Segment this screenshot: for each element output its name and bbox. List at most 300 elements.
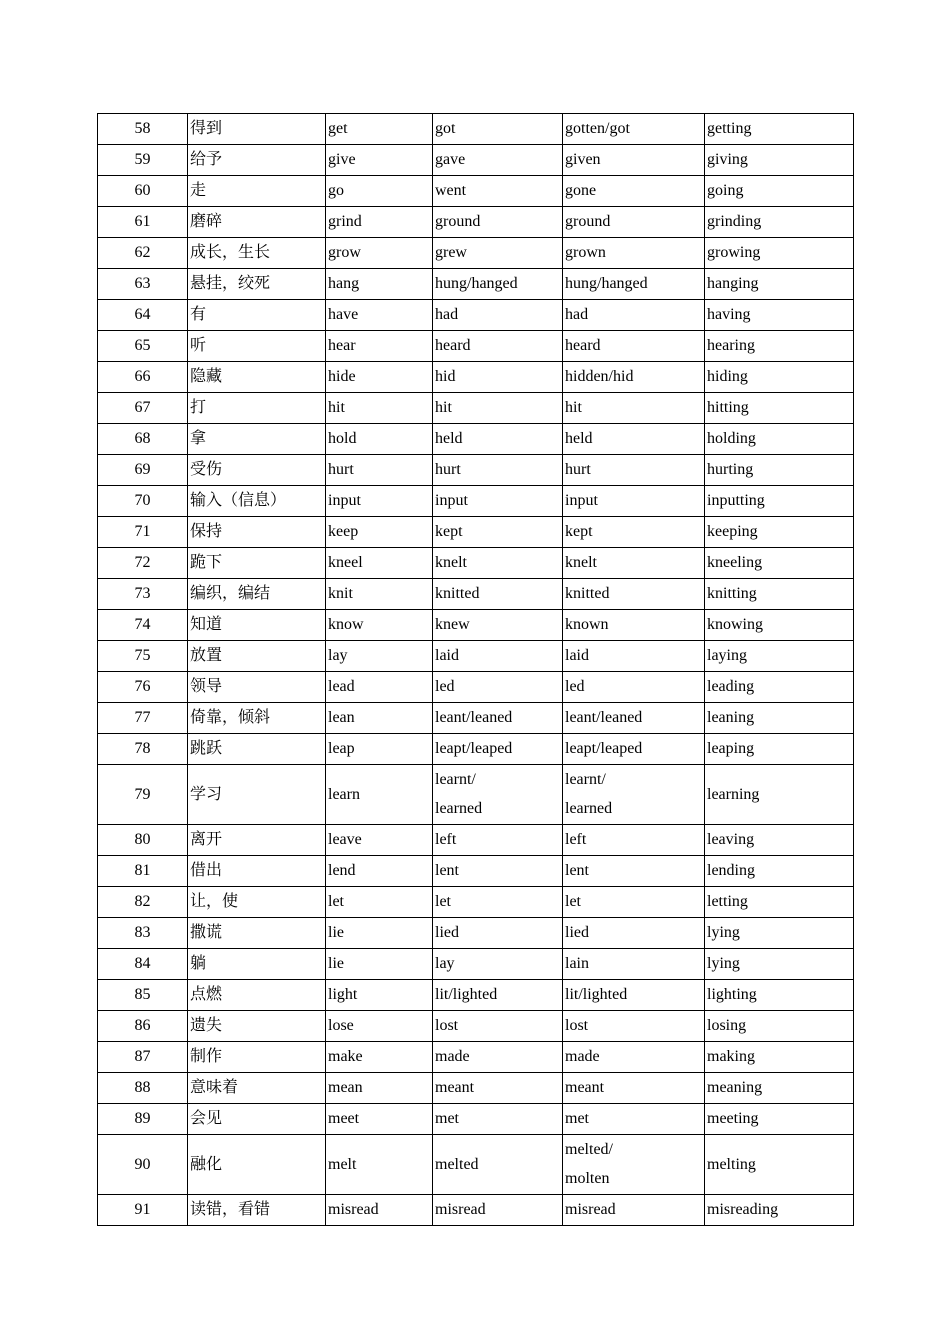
present-participle: letting xyxy=(705,887,854,918)
past-participle xyxy=(563,300,705,331)
past-participle xyxy=(563,1042,705,1073)
row-number: 75 xyxy=(98,641,188,672)
past-participle xyxy=(563,331,705,362)
past-participle-line: meant xyxy=(565,1079,605,1096)
present-participle: leaping xyxy=(705,734,854,765)
base-form: go xyxy=(326,176,433,207)
past-participle-line: knitted xyxy=(565,585,610,602)
row-number: 85 xyxy=(98,980,188,1011)
past-participle xyxy=(563,610,705,641)
present-participle: lying xyxy=(705,949,854,980)
past-tense xyxy=(433,949,563,980)
present-participle: lying xyxy=(705,918,854,949)
chinese-meaning: 打 xyxy=(188,393,326,424)
chinese-meaning: 离开 xyxy=(188,825,326,856)
row-number: 81 xyxy=(98,856,188,887)
past-tense-line: met xyxy=(435,1110,459,1127)
base-form: lean xyxy=(326,703,433,734)
present-participle: growing xyxy=(705,238,854,269)
row-number: 63 xyxy=(98,269,188,300)
chinese-meaning: 遗失 xyxy=(188,1011,326,1042)
present-participle: knowing xyxy=(705,610,854,641)
past-participle xyxy=(563,825,705,856)
base-form: give xyxy=(326,145,433,176)
base-form: hold xyxy=(326,424,433,455)
base-form: lie xyxy=(326,949,433,980)
present-participle: meaning xyxy=(705,1073,854,1104)
present-participle: lending xyxy=(705,856,854,887)
past-tense-line: held xyxy=(435,430,463,447)
base-form: lie xyxy=(326,918,433,949)
chinese-meaning: 制作 xyxy=(188,1042,326,1073)
table-row xyxy=(98,887,854,918)
past-tense xyxy=(433,455,563,486)
table-row xyxy=(98,393,854,424)
base-form: grind xyxy=(326,207,433,238)
present-participle: leaning xyxy=(705,703,854,734)
chinese-meaning: 领导 xyxy=(188,672,326,703)
past-tense-line: laid xyxy=(435,647,459,664)
base-form: leave xyxy=(326,825,433,856)
present-participle: knitting xyxy=(705,579,854,610)
row-number: 61 xyxy=(98,207,188,238)
table-row xyxy=(98,176,854,207)
irregular-verbs-table xyxy=(97,113,854,1226)
base-form: light xyxy=(326,980,433,1011)
past-participle-line: heard xyxy=(565,337,601,354)
chinese-meaning: 撒谎 xyxy=(188,918,326,949)
past-tense-line: leapt/leaped xyxy=(435,740,513,757)
row-number: 68 xyxy=(98,424,188,455)
past-tense-line: kept xyxy=(435,523,463,540)
past-participle-line: lied xyxy=(565,924,589,941)
past-tense-line: meant xyxy=(435,1079,475,1096)
past-participle xyxy=(563,980,705,1011)
table-row xyxy=(98,269,854,300)
past-tense-line: let xyxy=(435,893,451,910)
chinese-meaning: 学习 xyxy=(188,765,326,825)
past-tense xyxy=(433,300,563,331)
past-participle xyxy=(563,424,705,455)
base-form: hurt xyxy=(326,455,433,486)
present-participle: hitting xyxy=(705,393,854,424)
past-participle-line: misread xyxy=(565,1201,616,1218)
table-row xyxy=(98,238,854,269)
past-participle-line: melted/ xyxy=(565,1141,613,1158)
base-form: lay xyxy=(326,641,433,672)
past-tense-line: melted xyxy=(435,1156,479,1173)
row-number: 70 xyxy=(98,486,188,517)
past-participle xyxy=(563,393,705,424)
present-participle: laying xyxy=(705,641,854,672)
past-tense-line: learned xyxy=(435,800,483,817)
base-form: lead xyxy=(326,672,433,703)
row-number: 67 xyxy=(98,393,188,424)
base-form: let xyxy=(326,887,433,918)
past-participle xyxy=(563,856,705,887)
base-form: hear xyxy=(326,331,433,362)
table-row xyxy=(98,424,854,455)
row-number: 77 xyxy=(98,703,188,734)
chinese-meaning: 得到 xyxy=(188,114,326,145)
past-tense xyxy=(433,1073,563,1104)
row-number: 71 xyxy=(98,517,188,548)
table-row xyxy=(98,856,854,887)
past-tense xyxy=(433,1135,563,1195)
row-number: 88 xyxy=(98,1073,188,1104)
past-tense xyxy=(433,1042,563,1073)
past-tense xyxy=(433,517,563,548)
past-participle-line: learnt/ xyxy=(565,771,606,788)
table-row xyxy=(98,362,854,393)
past-tense-line: got xyxy=(435,120,456,137)
past-participle-line: hit xyxy=(565,399,582,416)
present-participle: having xyxy=(705,300,854,331)
past-tense xyxy=(433,331,563,362)
past-participle-line: kept xyxy=(565,523,593,540)
past-tense xyxy=(433,1011,563,1042)
base-form: input xyxy=(326,486,433,517)
base-form: grow xyxy=(326,238,433,269)
table-row xyxy=(98,641,854,672)
past-participle-line: left xyxy=(565,831,587,848)
chinese-meaning: 成长，生长 xyxy=(188,238,326,269)
past-participle xyxy=(563,1011,705,1042)
chinese-meaning: 有 xyxy=(188,300,326,331)
past-tense-line: had xyxy=(435,306,459,323)
chinese-meaning: 给予 xyxy=(188,145,326,176)
row-number: 64 xyxy=(98,300,188,331)
past-participle xyxy=(563,114,705,145)
chinese-meaning: 拿 xyxy=(188,424,326,455)
row-number: 83 xyxy=(98,918,188,949)
past-participle xyxy=(563,703,705,734)
row-number: 73 xyxy=(98,579,188,610)
past-participle-line: led xyxy=(565,678,585,695)
base-form: lose xyxy=(326,1011,433,1042)
past-tense-line: lent xyxy=(435,862,459,879)
past-tense xyxy=(433,579,563,610)
past-participle-line: laid xyxy=(565,647,589,664)
table-row xyxy=(98,949,854,980)
base-form: kneel xyxy=(326,548,433,579)
base-form: knit xyxy=(326,579,433,610)
past-participle-line: ground xyxy=(565,213,611,230)
base-form: melt xyxy=(326,1135,433,1195)
row-number: 58 xyxy=(98,114,188,145)
past-participle xyxy=(563,641,705,672)
chinese-meaning: 磨碎 xyxy=(188,207,326,238)
chinese-meaning: 编织，编结 xyxy=(188,579,326,610)
present-participle: going xyxy=(705,176,854,207)
row-number: 62 xyxy=(98,238,188,269)
row-number: 89 xyxy=(98,1104,188,1135)
past-tense xyxy=(433,393,563,424)
past-tense-line: made xyxy=(435,1048,470,1065)
past-participle-line: let xyxy=(565,893,581,910)
chinese-meaning: 融化 xyxy=(188,1135,326,1195)
past-participle xyxy=(563,887,705,918)
past-tense xyxy=(433,734,563,765)
past-tense xyxy=(433,207,563,238)
present-participle: making xyxy=(705,1042,854,1073)
row-number: 86 xyxy=(98,1011,188,1042)
row-number: 72 xyxy=(98,548,188,579)
present-participle: giving xyxy=(705,145,854,176)
past-tense xyxy=(433,672,563,703)
past-tense-line: knitted xyxy=(435,585,480,602)
present-participle: leading xyxy=(705,672,854,703)
past-participle-line: input xyxy=(565,492,598,509)
table-row xyxy=(98,114,854,145)
past-tense-line: hurt xyxy=(435,461,461,478)
past-tense-line: leant/leaned xyxy=(435,709,513,726)
past-tense-line: heard xyxy=(435,337,471,354)
row-number: 66 xyxy=(98,362,188,393)
past-participle-line: hung/hanged xyxy=(565,275,648,292)
present-participle: misreading xyxy=(705,1195,854,1226)
row-number: 90 xyxy=(98,1135,188,1195)
chinese-meaning: 知道 xyxy=(188,610,326,641)
chinese-meaning: 走 xyxy=(188,176,326,207)
table-row xyxy=(98,703,854,734)
present-participle: inputting xyxy=(705,486,854,517)
table-row xyxy=(98,980,854,1011)
past-participle xyxy=(563,362,705,393)
table-row xyxy=(98,517,854,548)
present-participle: hanging xyxy=(705,269,854,300)
past-participle xyxy=(563,949,705,980)
present-participle: melting xyxy=(705,1135,854,1195)
row-number: 87 xyxy=(98,1042,188,1073)
past-tense xyxy=(433,238,563,269)
past-tense-line: lied xyxy=(435,924,459,941)
past-tense-line: lit/lighted xyxy=(435,986,498,1003)
table-row xyxy=(98,300,854,331)
past-participle xyxy=(563,455,705,486)
chinese-meaning: 跳跃 xyxy=(188,734,326,765)
present-participle: hearing xyxy=(705,331,854,362)
table-row xyxy=(98,455,854,486)
chinese-meaning: 输入（信息） xyxy=(188,486,326,517)
table-row xyxy=(98,1135,854,1195)
past-tense xyxy=(433,918,563,949)
past-participle-line: gone xyxy=(565,182,597,199)
present-participle: losing xyxy=(705,1011,854,1042)
past-tense xyxy=(433,765,563,825)
table-row xyxy=(98,331,854,362)
past-tense xyxy=(433,610,563,641)
past-participle-line: leapt/leaped xyxy=(565,740,643,757)
past-tense-line: hit xyxy=(435,399,452,416)
past-participle xyxy=(563,1104,705,1135)
row-number: 84 xyxy=(98,949,188,980)
row-number: 82 xyxy=(98,887,188,918)
past-tense xyxy=(433,114,563,145)
present-participle: meeting xyxy=(705,1104,854,1135)
past-participle xyxy=(563,734,705,765)
past-tense-line: left xyxy=(435,831,457,848)
table-row xyxy=(98,1195,854,1226)
past-participle xyxy=(563,269,705,300)
chinese-meaning: 放置 xyxy=(188,641,326,672)
past-participle-line: lent xyxy=(565,862,589,879)
table-body xyxy=(98,114,854,1226)
present-participle: keeping xyxy=(705,517,854,548)
past-participle xyxy=(563,672,705,703)
past-participle xyxy=(563,765,705,825)
row-number: 74 xyxy=(98,610,188,641)
row-number: 78 xyxy=(98,734,188,765)
table-row xyxy=(98,1011,854,1042)
past-tense xyxy=(433,980,563,1011)
present-participle: lighting xyxy=(705,980,854,1011)
past-participle-line: learned xyxy=(565,800,613,817)
past-participle xyxy=(563,579,705,610)
past-tense-line: gave xyxy=(435,151,466,168)
past-participle-line: known xyxy=(565,616,609,633)
past-tense xyxy=(433,486,563,517)
past-tense-line: knelt xyxy=(435,554,467,571)
past-participle-line: held xyxy=(565,430,593,447)
present-participle: getting xyxy=(705,114,854,145)
past-participle xyxy=(563,548,705,579)
past-tense xyxy=(433,825,563,856)
past-tense-line: lay xyxy=(435,955,455,972)
chinese-meaning: 隐藏 xyxy=(188,362,326,393)
past-tense-line: input xyxy=(435,492,468,509)
past-participle-line: lit/lighted xyxy=(565,986,628,1003)
past-participle xyxy=(563,918,705,949)
table-row xyxy=(98,672,854,703)
table-row xyxy=(98,548,854,579)
present-participle: hiding xyxy=(705,362,854,393)
past-tense-line: led xyxy=(435,678,455,695)
table-row xyxy=(98,1042,854,1073)
past-participle xyxy=(563,145,705,176)
past-participle-line: given xyxy=(565,151,601,168)
present-participle: learning xyxy=(705,765,854,825)
base-form: know xyxy=(326,610,433,641)
base-form: hit xyxy=(326,393,433,424)
table-row xyxy=(98,579,854,610)
table-row xyxy=(98,918,854,949)
past-tense xyxy=(433,176,563,207)
past-participle-line: made xyxy=(565,1048,600,1065)
row-number: 91 xyxy=(98,1195,188,1226)
chinese-meaning: 让，使 xyxy=(188,887,326,918)
table-row xyxy=(98,1073,854,1104)
base-form: lend xyxy=(326,856,433,887)
past-tense xyxy=(433,424,563,455)
table-row xyxy=(98,765,854,825)
base-form: learn xyxy=(326,765,433,825)
past-tense xyxy=(433,887,563,918)
past-participle-line: had xyxy=(565,306,589,323)
chinese-meaning: 受伤 xyxy=(188,455,326,486)
past-tense xyxy=(433,703,563,734)
chinese-meaning: 保持 xyxy=(188,517,326,548)
present-participle: leaving xyxy=(705,825,854,856)
past-tense xyxy=(433,145,563,176)
past-participle xyxy=(563,207,705,238)
past-participle-line: hurt xyxy=(565,461,591,478)
past-tense-line: hid xyxy=(435,368,456,385)
chinese-meaning: 跪下 xyxy=(188,548,326,579)
base-form: mean xyxy=(326,1073,433,1104)
past-participle-line: met xyxy=(565,1110,589,1127)
base-form: leap xyxy=(326,734,433,765)
past-tense xyxy=(433,641,563,672)
past-tense xyxy=(433,548,563,579)
present-participle: kneeling xyxy=(705,548,854,579)
row-number: 79 xyxy=(98,765,188,825)
base-form: hide xyxy=(326,362,433,393)
past-participle-line: lost xyxy=(565,1017,589,1034)
past-participle-line: molten xyxy=(565,1170,610,1187)
past-tense-line: hung/hanged xyxy=(435,275,518,292)
past-tense-line: learnt/ xyxy=(435,771,476,788)
base-form: keep xyxy=(326,517,433,548)
table-row xyxy=(98,207,854,238)
base-form: make xyxy=(326,1042,433,1073)
past-participle-line: lain xyxy=(565,955,589,972)
chinese-meaning: 会见 xyxy=(188,1104,326,1135)
chinese-meaning: 倚靠，倾斜 xyxy=(188,703,326,734)
chinese-meaning: 躺 xyxy=(188,949,326,980)
chinese-meaning: 悬挂，绞死 xyxy=(188,269,326,300)
row-number: 80 xyxy=(98,825,188,856)
past-tense xyxy=(433,856,563,887)
chinese-meaning: 点燃 xyxy=(188,980,326,1011)
table-row xyxy=(98,825,854,856)
past-tense-line: knew xyxy=(435,616,470,633)
base-form: meet xyxy=(326,1104,433,1135)
row-number: 69 xyxy=(98,455,188,486)
past-participle-line: grown xyxy=(565,244,606,261)
present-participle: hurting xyxy=(705,455,854,486)
chinese-meaning: 听 xyxy=(188,331,326,362)
past-tense-line: grew xyxy=(435,244,467,261)
past-participle xyxy=(563,517,705,548)
chinese-meaning: 读错，看错 xyxy=(188,1195,326,1226)
row-number: 59 xyxy=(98,145,188,176)
table-row xyxy=(98,610,854,641)
row-number: 65 xyxy=(98,331,188,362)
past-tense xyxy=(433,1104,563,1135)
past-participle xyxy=(563,176,705,207)
past-tense-line: misread xyxy=(435,1201,486,1218)
past-participle-line: knelt xyxy=(565,554,597,571)
row-number: 76 xyxy=(98,672,188,703)
table-row xyxy=(98,145,854,176)
row-number: 60 xyxy=(98,176,188,207)
table-row xyxy=(98,1104,854,1135)
past-tense-line: ground xyxy=(435,213,481,230)
base-form: get xyxy=(326,114,433,145)
table-row xyxy=(98,734,854,765)
present-participle: holding xyxy=(705,424,854,455)
base-form: misread xyxy=(326,1195,433,1226)
past-participle xyxy=(563,1135,705,1195)
chinese-meaning: 意味着 xyxy=(188,1073,326,1104)
past-tense xyxy=(433,362,563,393)
past-tense xyxy=(433,1195,563,1226)
past-participle xyxy=(563,1073,705,1104)
past-tense xyxy=(433,269,563,300)
past-participle xyxy=(563,486,705,517)
past-participle xyxy=(563,1195,705,1226)
